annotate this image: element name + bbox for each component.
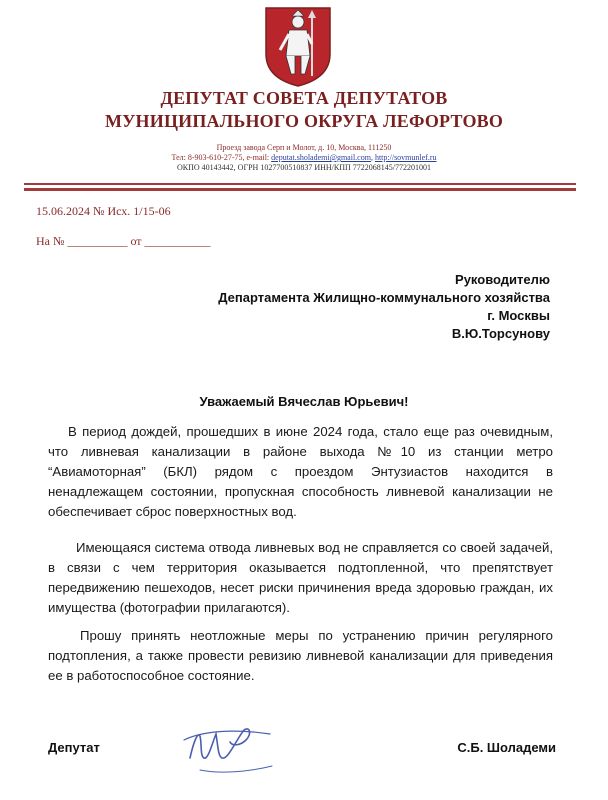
header-divider-thick — [24, 188, 576, 191]
document-number: 15.06.2024 № Исх. 1/15-06 — [36, 204, 171, 218]
recipient-line4: В.Ю.Торсунову — [451, 326, 550, 341]
signature-name: С.Б. Шоладеми — [457, 740, 556, 755]
body-paragraph-2: Имеющаяся система отвода ливневых вод не справляется со своей задачей, в связи с чем территория оказывается подтопленной, что препятствует передвижению пешеходов, несет риски причинения вреда здоровью граждан, их имущества (фотографии прилагаются). — [48, 540, 553, 615]
body-paragraph-3: Прошу принять неотложные меры по устранению причин регулярного подтопления, а также провести ревизию ливневой канализации для приведения ее в работоспособное состояние. — [48, 628, 553, 683]
reference-line: На № __________ от ___________ — [36, 234, 211, 248]
header-divider-thin — [24, 183, 576, 185]
recipient-line2: Департамента Жилищно-коммунального хозяйства — [218, 290, 550, 305]
header-title-line1: ДЕПУТАТ СОВЕТА ДЕПУТАТОВ — [160, 88, 448, 108]
header-address: Проезд завода Серп и Молот, д. 10, Москва, 111250 — [216, 143, 392, 152]
body-paragraph-1: В период дождей, прошедших в июне 2024 года, стало еще раз очевидным, что ливневая канализации в районе выхода №10 из станции метро “Авиамоторная” (БКЛ) рядом с проездом Энтузиастов находится в ненадлежащем состоянии, пропускная способность ливневой канализации не обеспечивает сброс поверхностных вод. — [48, 424, 553, 519]
recipient-line3: г. Москвы — [487, 308, 550, 323]
phone-text: Тел: 8-903-610-27-75, e-mail: — [171, 153, 270, 162]
handwritten-signature-icon — [160, 700, 290, 784]
greeting: Уважаемый Вячеслав Юрьевич! — [199, 394, 409, 409]
lefortovo-emblem-icon — [262, 4, 334, 88]
header-contacts: Тел: 8-903-610-27-75, e-mail: deputat.sholademi@gmail.com, http://sovmunlef.ru — [171, 153, 437, 162]
header-registry: ОКПО 40143442, ОГРН 1027700510837 ИНН/КПП 7722068145/772201001 — [177, 163, 431, 172]
signature-position: Депутат — [48, 740, 100, 755]
email-link[interactable]: deputat.sholademi@gmail.com — [271, 153, 371, 162]
recipient-line1: Руководителю — [455, 272, 550, 287]
header-title-line2: МУНИЦИПАЛЬНОГО ОКРУГА ЛЕФОРТОВО — [104, 111, 504, 131]
site-link[interactable]: http://sovmunlef.ru — [374, 153, 437, 162]
